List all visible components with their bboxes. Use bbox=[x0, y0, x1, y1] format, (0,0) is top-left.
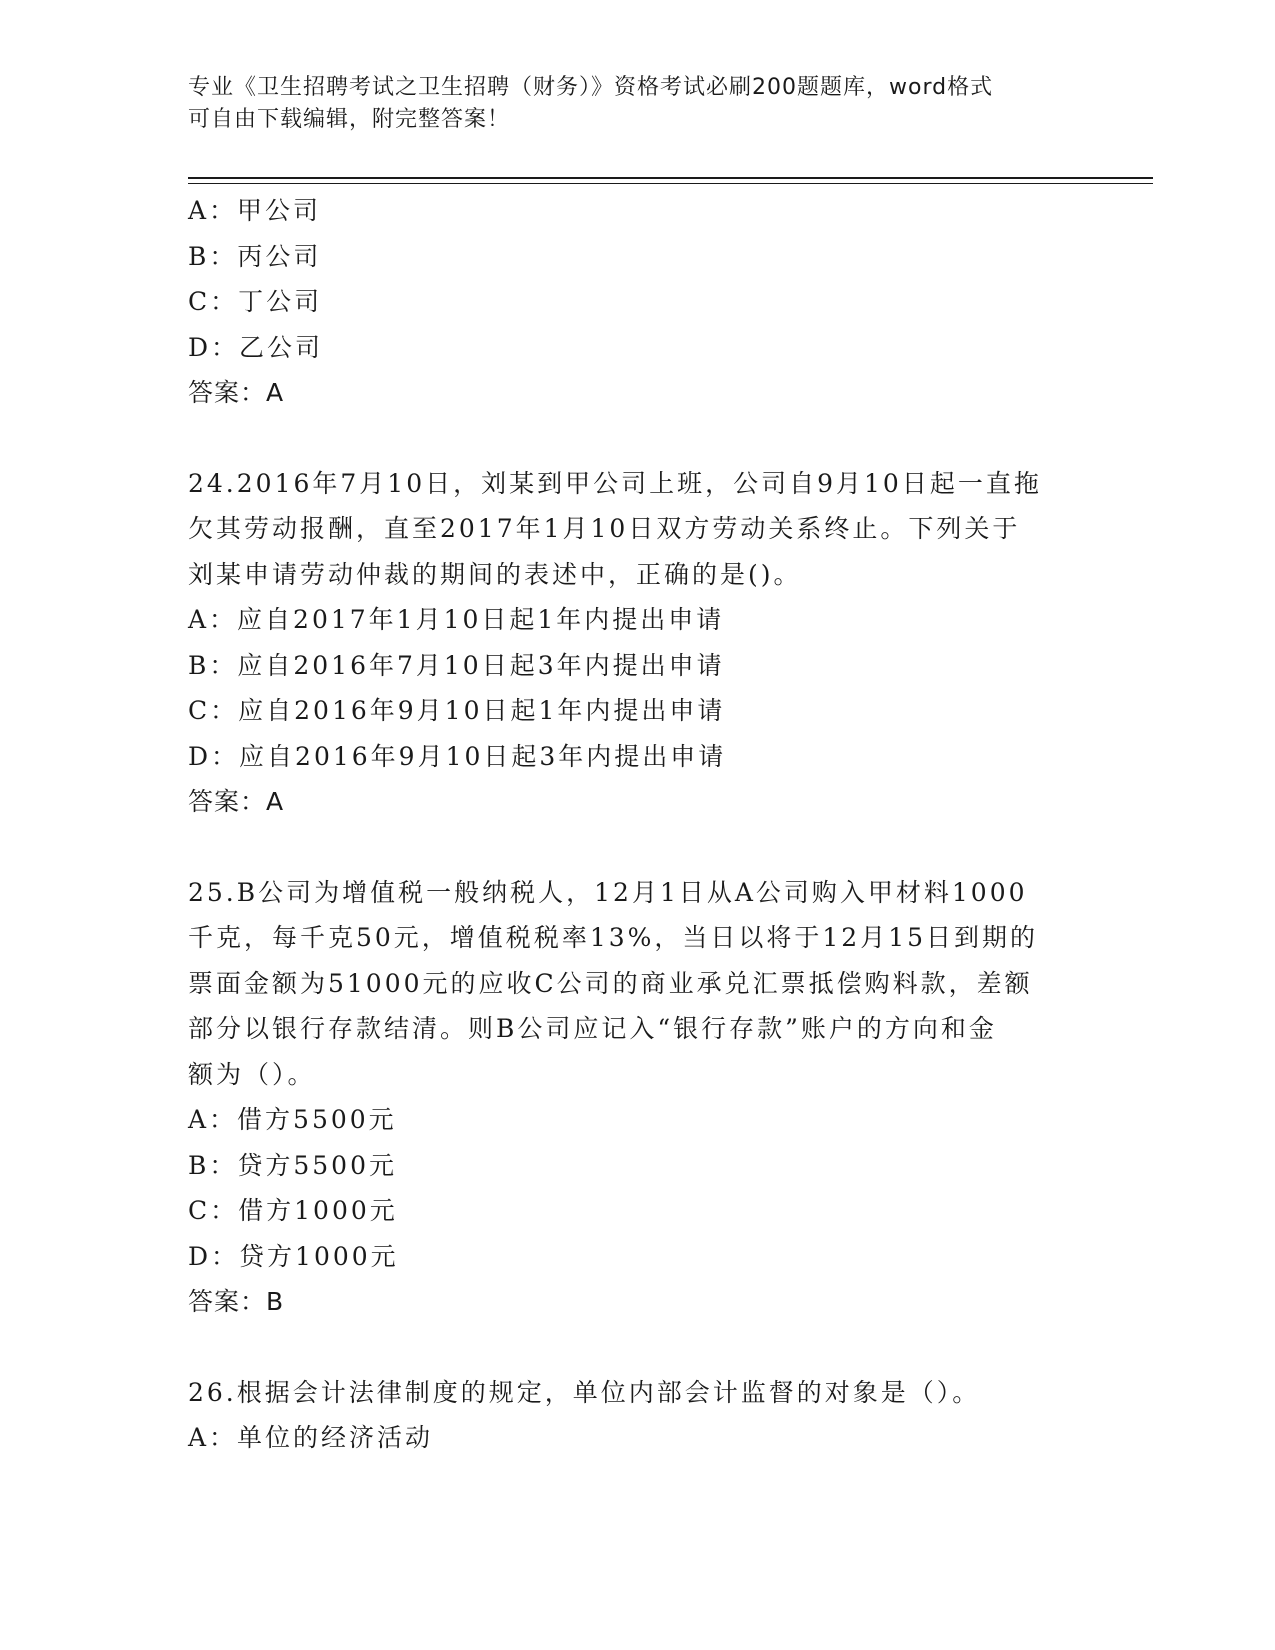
question-stem bbox=[188, 461, 1088, 598]
question-25 bbox=[188, 870, 1088, 1325]
option-c: C：丁公司 bbox=[188, 287, 323, 316]
spacer bbox=[188, 416, 1088, 461]
question-stem bbox=[188, 870, 1088, 1098]
option-b: B：丙公司 bbox=[188, 241, 322, 271]
question-23 bbox=[188, 188, 1088, 416]
option-b: B：应自2016年7月10日起3年内提出申请 bbox=[188, 650, 725, 680]
stem-line: 欠其劳动报酬，直至2017年1月10日双方劳动关系终止。下列关于 bbox=[188, 514, 1021, 543]
stem-line: 26.根据会计法律制度的规定，单位内部会计监督的对象是（）。 bbox=[188, 1377, 981, 1407]
question-26 bbox=[188, 1370, 1088, 1461]
header-subtitle-line: 可自由下载编辑，附完整答案！ bbox=[188, 107, 511, 132]
question-stem bbox=[188, 1370, 1088, 1416]
stem-line: 额为（）。 bbox=[188, 1059, 316, 1089]
option-c: C：应自2016年9月10日起1年内提出申请 bbox=[188, 696, 726, 725]
answer-line: 答案：B bbox=[188, 1287, 285, 1316]
option-a: A：甲公司 bbox=[188, 196, 322, 225]
option-a: A：单位的经济活动 bbox=[188, 1423, 434, 1452]
option-d: D：应自2016年9月10日起3年内提出申请 bbox=[188, 741, 727, 771]
option-d: D：乙公司 bbox=[188, 332, 324, 362]
header-title-line: 专业《卫生招聘考试之卫生招聘（财务）》资格考试必刷200题题库，word格式 bbox=[188, 75, 994, 100]
stem-line: 24.2016年7月10日，刘某到甲公司上班，公司自9月10日起一直拖 bbox=[188, 468, 1042, 498]
answer-line: 答案：A bbox=[188, 378, 285, 407]
question-24 bbox=[188, 461, 1088, 825]
stem-line: 25.B公司为增值税一般纳税人，12月1日从A公司购入甲材料1000 bbox=[188, 877, 1028, 907]
question-list bbox=[188, 188, 1088, 1461]
stem-line: 千克，每千克50元，增值税税率13%，当日以将于12月15日到期的 bbox=[188, 923, 1039, 952]
stem-line: 刘某申请劳动仲裁的期间的表述中，正确的是()。 bbox=[188, 559, 802, 589]
stem-line: 部分以银行存款结清。则B公司应记入“银行存款”账户的方向和金 bbox=[188, 1014, 997, 1043]
option-a: A：借方5500元 bbox=[188, 1105, 397, 1134]
header-divider-thin bbox=[188, 183, 1153, 184]
document-header bbox=[188, 72, 1088, 136]
spacer bbox=[188, 825, 1088, 870]
header-divider-thick bbox=[188, 177, 1153, 179]
option-c: C：借方1000元 bbox=[188, 1196, 398, 1225]
option-a: A：应自2017年1月10日起1年内提出申请 bbox=[188, 605, 725, 634]
option-b: B：贷方5500元 bbox=[188, 1150, 397, 1180]
answer-line: 答案：A bbox=[188, 787, 285, 816]
stem-line: 票面金额为51000元的应收C公司的商业承兑汇票抵偿购料款，差额 bbox=[188, 968, 1033, 998]
option-d: D：贷方1000元 bbox=[188, 1241, 399, 1271]
spacer bbox=[188, 1325, 1088, 1370]
